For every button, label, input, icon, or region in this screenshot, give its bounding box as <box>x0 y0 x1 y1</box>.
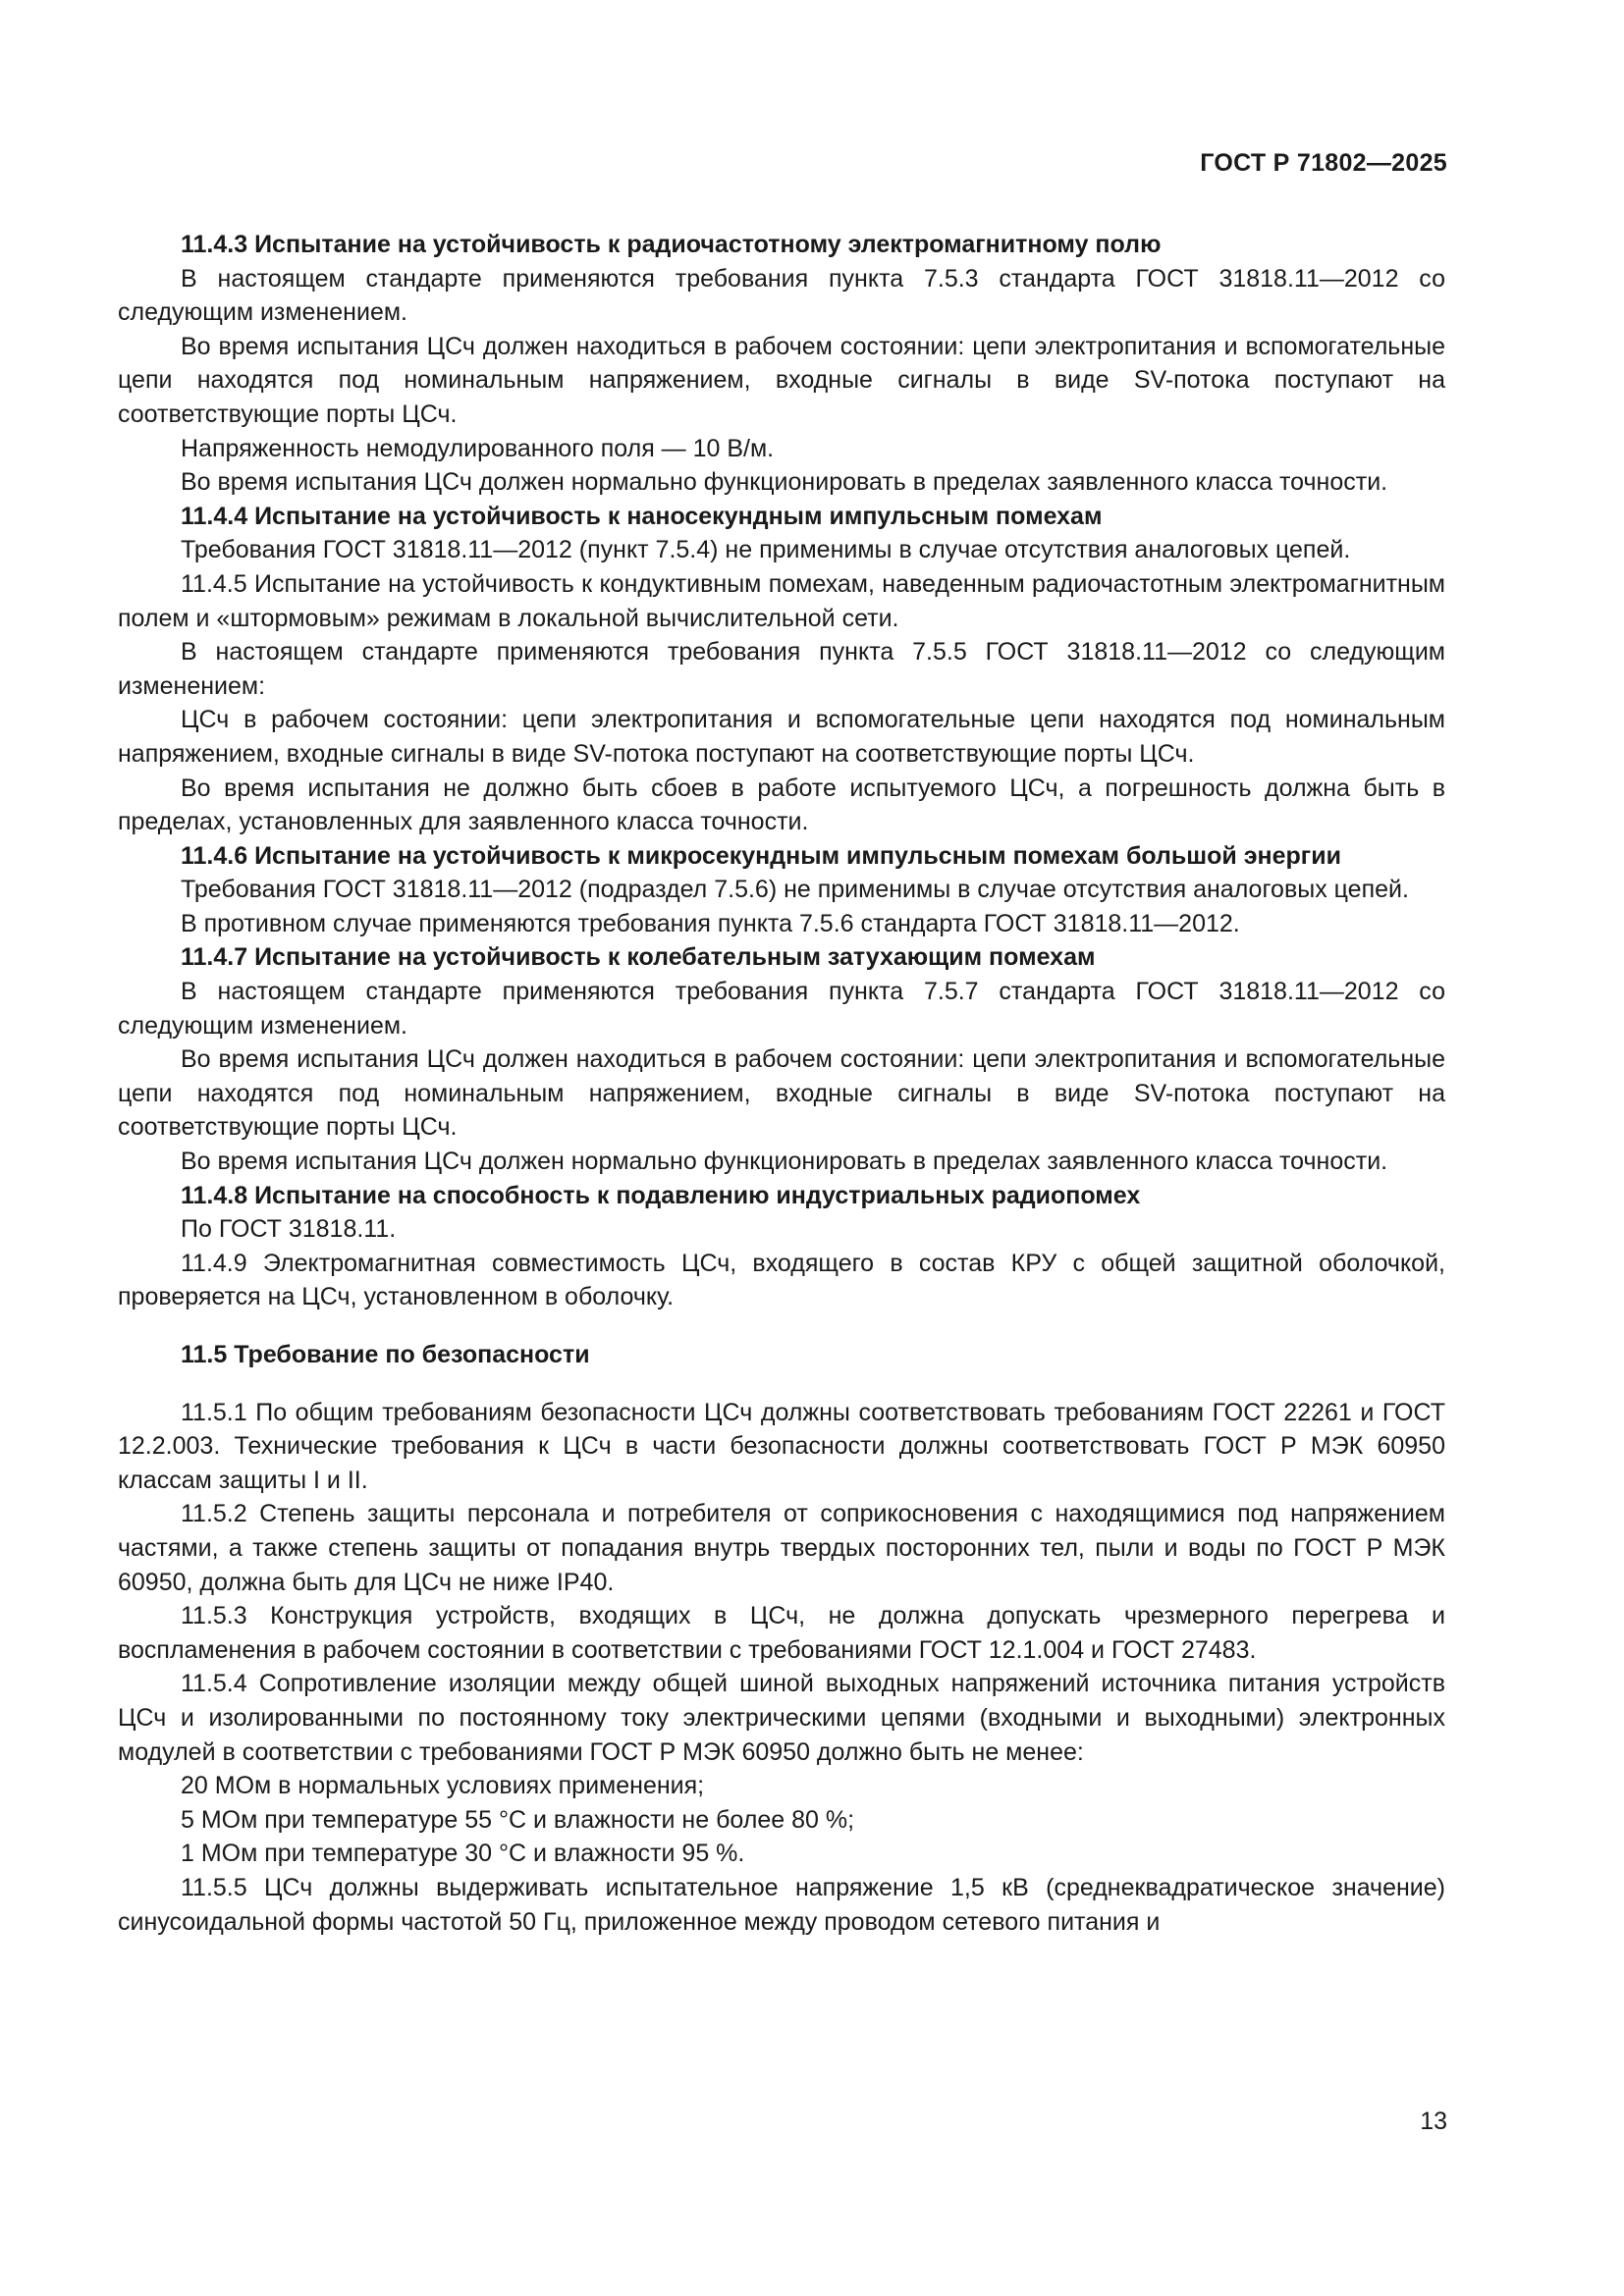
paragraph-11-4-5: 11.4.5 Испытание на устойчивость к кондуктивным помехам, наведенным радиочастотным электромагнитным полем и «штормовым» режимам в локальной вычислительной сети. <box>118 569 1445 632</box>
paragraph: В настоящем стандарте применяются требования пункта 7.5.5 ГОСТ 31818.11—2012 со следующим изменением: <box>118 638 1445 700</box>
paragraph: По ГОСТ 31818.11. <box>181 1215 397 1244</box>
heading-11-4-3: 11.4.3 Испытание на устойчивость к радиочастотному электромагнитному полю <box>181 231 1162 258</box>
paragraph: Во время испытания ЦСч должен находиться в рабочем состоянии: цепи электропитания и вспомогательные цепи находятся под номинальным напряжением, входные сигналы в виде SV-потока поступают на соответствующие порты ЦСч. <box>118 332 1445 428</box>
paragraph: В настоящем стандарте применяются требования пункта 7.5.7 стандарта ГОСТ 31818.11—2012 со следующим изменением. <box>118 978 1445 1040</box>
paragraph: Требования ГОСТ 31818.11—2012 (подраздел 7.5.6) не применимы в случае отсутствия аналоговых цепей. <box>181 876 1409 904</box>
document-header-id: ГОСТ Р 71802—2025 <box>1200 149 1447 177</box>
heading-11-4-8: 11.4.8 Испытание на способность к подавлению индустриальных радиопомех <box>181 1181 1141 1209</box>
paragraph: Во время испытания ЦСч должен нормально функционировать в пределах заявленного класса точности. <box>181 468 1388 497</box>
paragraph-11-5-1: 11.5.1 По общим требованиям безопасности ЦСч должны соответствовать требованиям ГОСТ 22261 и ГОСТ 12.2.003. Технические требования к ЦСч в части безопасности должны соответствовать ГОСТ Р МЭК 60950 классам защиты I и II. <box>118 1398 1445 1494</box>
paragraph: Во время испытания ЦСч должен находиться в рабочем состоянии: цепи электропитания и вспомогательные цепи находятся под номинальным напряжением, входные сигналы в виде SV-потока поступают на соответствующие порты ЦСч. <box>118 1045 1445 1142</box>
list-item: 1 МОм при температуре 30 °С и влажности 95 %. <box>181 1840 745 1868</box>
paragraph: Напряженность немодулированного поля — 10 В/м. <box>181 434 775 462</box>
page-number: 13 <box>1420 2108 1447 2135</box>
paragraph: Требования ГОСТ 31818.11—2012 (пункт 7.5.4) не применимы в случае отсутствия аналоговых цепей. <box>181 536 1351 564</box>
paragraph-11-5-4: 11.5.4 Сопротивление изоляции между общей шиной выходных напряжений источника питания устройств ЦСч и изолированными по постоянному току электрическими цепями (входными и выходными) электронных модулей в соответствии с требованиями ГОСТ Р МЭК 60950 должно быть не менее: <box>118 1670 1445 1766</box>
paragraph: В настоящем стандарте применяются требования пункта 7.5.3 стандарта ГОСТ 31818.11—2012 со следующим изменением. <box>118 264 1445 327</box>
heading-11-4-7: 11.4.7 Испытание на устойчивость к колебательным затухающим помехам <box>181 943 1096 972</box>
section-heading-11-5: 11.5 Требование по безопасности <box>181 1341 590 1368</box>
paragraph-11-5-5: 11.5.5 ЦСч должны выдерживать испытательное напряжение 1,5 кВ (среднеквадратическое значение) синусоидальной формы частотой 50 Гц, приложенное между проводом сетевого питания и <box>118 1873 1445 1936</box>
list-item: 5 МОм при температуре 55 °С и влажности не более 80 %; <box>181 1805 855 1834</box>
heading-11-4-4: 11.4.4 Испытание на устойчивость к наносекундным импульсным помехам <box>181 502 1103 530</box>
document-body <box>118 228 1445 1939</box>
paragraph-11-4-9: 11.4.9 Электромагнитная совместимость ЦСч, входящего в состав КРУ с общей защитной оболочкой, проверяется на ЦСч, установленном в оболочку. <box>118 1249 1445 1311</box>
heading-11-4-6: 11.4.6 Испытание на устойчивость к микросекундным импульсным помехам большой энергии <box>181 841 1341 870</box>
paragraph: Во время испытания ЦСч должен нормально функционировать в пределах заявленного класса точности. <box>181 1148 1388 1176</box>
paragraph: Во время испытания не должно быть сбоев в работе испытуемого ЦСч, а погрешность должна быть в пределах, установленных для заявленного класса точности. <box>118 774 1445 836</box>
list-item: 20 МОм в нормальных условиях применения; <box>181 1772 705 1800</box>
paragraph: ЦСч в рабочем состоянии: цепи электропитания и вспомогательные цепи находятся под номинальным напряжением, входные сигналы в виде SV-потока поступают на соответствующие порты ЦСч. <box>118 706 1445 768</box>
paragraph-11-5-2: 11.5.2 Степень защиты персонала и потребителя от соприкосновения с находящимися под напряжением частями, а также степень защиты от попадания внутрь твердых посторонних тел, пыли и воды по ГОСТ Р МЭК 60950, должна быть для ЦСч не ниже IP40. <box>118 1500 1445 1596</box>
paragraph-11-5-3: 11.5.3 Конструкция устройств, входящих в ЦСч, не должна допускать чрезмерного перегрева и воспламенения в рабочем состоянии в соответствии с требованиями ГОСТ 12.1.004 и ГОСТ 27483. <box>118 1602 1445 1664</box>
paragraph: В противном случае применяются требования пункта 7.5.6 стандарта ГОСТ 31818.11—2012. <box>181 909 1240 937</box>
